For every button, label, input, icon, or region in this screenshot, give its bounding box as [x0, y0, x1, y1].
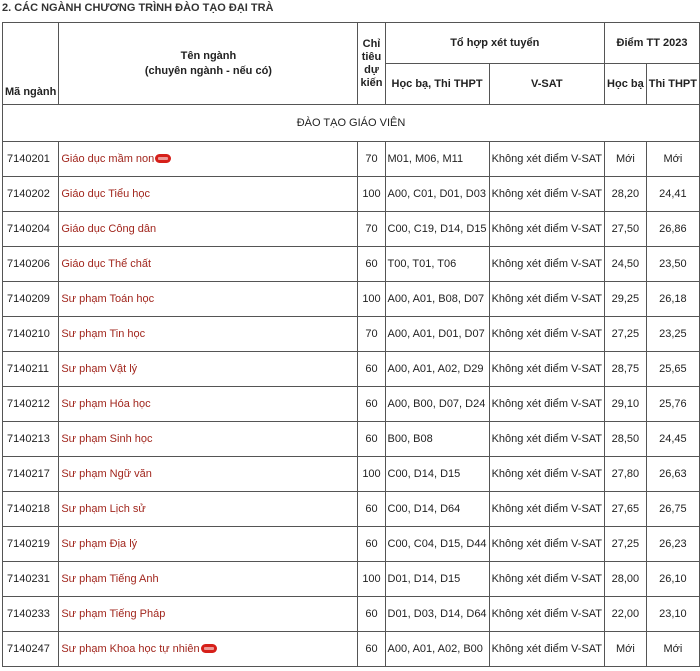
score-thpt-cell: [646, 212, 699, 247]
quota-cell: [358, 387, 385, 422]
score-thpt-cell-text: 26,10: [659, 573, 687, 585]
table-row: [3, 247, 700, 282]
program-code-text: 7140209: [7, 293, 50, 305]
score-hocba-cell: [605, 317, 647, 352]
combo-hocba-cell-text: C00, C04, D15, D44: [387, 538, 487, 550]
score-thpt-cell-text: 23,50: [659, 258, 687, 270]
combo-hocba-cell-text: D01, D14, D15: [387, 573, 461, 585]
program-name-text: Sư phạm Địa lý: [61, 538, 138, 550]
combo-hocba-cell: [385, 632, 489, 667]
score-thpt-cell-text: 25,76: [659, 398, 687, 410]
quota-cell-text: 100: [362, 573, 381, 585]
program-name-text: Sư phạm Tin học: [61, 328, 146, 340]
program-code: [3, 282, 59, 317]
quota-cell: [358, 352, 385, 387]
program-code: [3, 632, 59, 667]
quota-cell-text: 70: [365, 223, 378, 235]
header-score-group: Điểm TT 2023: [605, 23, 700, 64]
score-hocba-cell: [605, 527, 647, 562]
combo-vsat-cell: [489, 527, 604, 562]
header-combo-vsat: V-SAT: [489, 64, 604, 105]
program-name-text: Sư phạm Tiếng Anh: [61, 573, 159, 585]
score-hocba-cell: [605, 562, 647, 597]
score-thpt-cell-text: 26,75: [659, 503, 687, 515]
program-code: [3, 247, 59, 282]
score-thpt-cell-text: 26,63: [659, 468, 687, 480]
score-thpt-cell: [646, 597, 699, 632]
new-badge-icon: [201, 644, 217, 653]
combo-hocba-cell-text: A00, B00, D07, D24: [387, 398, 486, 410]
score-thpt-cell-text: 24,41: [659, 188, 687, 200]
score-hocba-cell: [605, 142, 647, 177]
quota-cell: [358, 527, 385, 562]
quota-cell-text: 100: [362, 188, 381, 200]
quota-cell: [358, 317, 385, 352]
program-name-text: Sư phạm Hóa học: [61, 398, 151, 410]
score-thpt-cell: [646, 387, 699, 422]
combo-vsat-cell-text: Không xét điểm V-SAT: [491, 258, 603, 270]
program-name[interactable]: [59, 632, 358, 667]
program-code: [3, 422, 59, 457]
combo-vsat-cell: [489, 387, 604, 422]
combo-vsat-cell-text: Không xét điểm V-SAT: [491, 398, 603, 410]
combo-vsat-cell: [489, 562, 604, 597]
combo-hocba-cell-text: A00, A01, D01, D07: [387, 328, 485, 340]
program-code-text: 7140231: [7, 573, 50, 585]
combo-hocba-cell: [385, 352, 489, 387]
score-thpt-cell: [646, 457, 699, 492]
program-name[interactable]: [59, 387, 358, 422]
program-code: [3, 212, 59, 247]
score-hocba-cell: [605, 247, 647, 282]
program-name-text: Giáo dục Tiểu học: [61, 188, 151, 200]
quota-cell-text: 60: [365, 608, 378, 620]
header-code: Mã ngành: [3, 23, 59, 105]
header-combo-hocba: Học bạ, Thi THPT: [385, 64, 489, 105]
combo-hocba-cell: [385, 527, 489, 562]
header-combo-group: Tổ hợp xét tuyển: [385, 23, 605, 64]
combo-hocba-cell-text: T00, T01, T06: [387, 258, 457, 270]
quota-cell: [358, 632, 385, 667]
program-name-text: Sư phạm Vật lý: [61, 363, 138, 375]
combo-hocba-cell-text: C00, C19, D14, D15: [387, 223, 487, 235]
program-code: [3, 597, 59, 632]
combo-hocba-cell-text: B00, B08: [387, 433, 433, 445]
score-hocba-cell-text: 28,00: [611, 573, 640, 585]
combo-vsat-cell-text: Không xét điểm V-SAT: [491, 538, 603, 550]
quota-cell-text: 100: [362, 293, 381, 305]
quota-cell: [358, 177, 385, 212]
program-code: [3, 142, 59, 177]
combo-hocba-cell-text: A00, A01, A02, B00: [387, 643, 483, 655]
score-hocba-cell-text: 24,50: [611, 258, 640, 270]
quota-cell: [358, 142, 385, 177]
combo-vsat-cell-text: Không xét điểm V-SAT: [491, 573, 603, 585]
program-name[interactable]: [59, 247, 358, 282]
combo-hocba-cell-text: C00, D14, D64: [387, 503, 461, 515]
score-thpt-cell: [646, 142, 699, 177]
score-hocba-cell-text: 27,25: [611, 538, 640, 550]
program-name[interactable]: [59, 457, 358, 492]
program-code-text: 7140202: [7, 188, 50, 200]
score-hocba-cell-text: Mới: [615, 153, 635, 165]
table-row: [3, 177, 700, 212]
combo-vsat-cell-text: Không xét điểm V-SAT: [491, 433, 603, 445]
score-hocba-cell: [605, 492, 647, 527]
combo-vsat-cell: [489, 142, 604, 177]
combo-hocba-cell: [385, 212, 489, 247]
score-thpt-cell: [646, 527, 699, 562]
quota-cell-text: 60: [365, 538, 378, 550]
program-name[interactable]: [59, 422, 358, 457]
score-hocba-cell: [605, 422, 647, 457]
combo-vsat-cell: [489, 247, 604, 282]
quota-cell: [358, 282, 385, 317]
quota-cell-text: 60: [365, 503, 378, 515]
table-row: [3, 457, 700, 492]
program-code-text: 7140211: [7, 363, 50, 375]
program-code-text: 7140217: [7, 468, 50, 480]
table-row: [3, 387, 700, 422]
program-code: [3, 317, 59, 352]
combo-hocba-cell: [385, 247, 489, 282]
combo-vsat-cell-text: Không xét điểm V-SAT: [491, 643, 603, 655]
score-thpt-cell-text: 23,25: [659, 328, 687, 340]
combo-hocba-cell-text: A00, C01, D01, D03: [387, 188, 486, 200]
combo-vsat-cell: [489, 457, 604, 492]
program-name[interactable]: [59, 527, 358, 562]
score-thpt-cell-text: Mới: [663, 643, 683, 655]
score-hocba-cell: [605, 282, 647, 317]
program-name[interactable]: [59, 282, 358, 317]
program-code-text: 7140206: [7, 258, 50, 270]
combo-hocba-cell: [385, 177, 489, 212]
combo-hocba-cell: [385, 422, 489, 457]
score-thpt-cell: [646, 352, 699, 387]
score-hocba-cell: [605, 212, 647, 247]
table-row: [3, 422, 700, 457]
combo-hocba-cell-text: C00, D14, D15: [387, 468, 461, 480]
combo-vsat-cell-text: Không xét điểm V-SAT: [491, 608, 603, 620]
quota-cell-text: 100: [362, 468, 381, 480]
quota-cell: [358, 597, 385, 632]
program-code-text: 7140233: [7, 608, 50, 620]
program-code: [3, 177, 59, 212]
group-row: [3, 105, 700, 142]
program-name-text: Giáo dục Công dân: [61, 223, 157, 235]
score-hocba-cell-text: 29,25: [611, 293, 640, 305]
program-name[interactable]: [59, 212, 358, 247]
quota-cell-text: 60: [365, 258, 378, 270]
program-name[interactable]: [59, 142, 358, 177]
combo-hocba-cell: [385, 492, 489, 527]
combo-hocba-cell: [385, 142, 489, 177]
score-thpt-cell: [646, 632, 699, 667]
score-hocba-cell-text: 28,50: [611, 433, 640, 445]
score-hocba-cell-text: 22,00: [611, 608, 640, 620]
program-code-text: 7140213: [7, 433, 50, 445]
program-name[interactable]: [59, 492, 358, 527]
score-thpt-cell: [646, 562, 699, 597]
header-score-thpt: Thi THPT: [646, 64, 699, 105]
table-row: [3, 282, 700, 317]
score-thpt-cell: [646, 282, 699, 317]
admission-table: [2, 22, 700, 667]
quota-cell-text: 70: [365, 328, 378, 340]
score-hocba-cell: [605, 597, 647, 632]
score-hocba-cell-text: Mới: [615, 643, 635, 655]
combo-vsat-cell-text: Không xét điểm V-SAT: [491, 468, 603, 480]
table-row: [3, 597, 700, 632]
score-thpt-cell: [646, 247, 699, 282]
header-name: Tên ngành (chuyên ngành - nếu có): [59, 23, 358, 105]
quota-cell: [358, 422, 385, 457]
combo-vsat-cell-text: Không xét điểm V-SAT: [491, 188, 603, 200]
combo-hocba-cell-text: A00, A01, B08, D07: [387, 293, 485, 305]
program-name-text: Giáo dục Thể chất: [61, 258, 152, 270]
quota-cell: [358, 212, 385, 247]
program-code: [3, 492, 59, 527]
program-name[interactable]: [59, 562, 358, 597]
combo-vsat-cell-text: Không xét điểm V-SAT: [491, 293, 603, 305]
program-name[interactable]: [59, 317, 358, 352]
quota-cell-text: 60: [365, 433, 378, 445]
section-title: 2. CÁC NGÀNH CHƯƠNG TRÌNH ĐÀO TẠO ĐẠI TRÀ: [2, 2, 274, 14]
header-quota: Chỉ tiêu dự kiến: [358, 23, 385, 105]
combo-hocba-cell-text: M01, M06, M11: [387, 153, 464, 165]
score-thpt-cell-text: Mới: [663, 153, 683, 165]
score-thpt-cell: [646, 317, 699, 352]
score-thpt-cell: [646, 492, 699, 527]
combo-vsat-cell: [489, 492, 604, 527]
quota-cell-text: 60: [365, 643, 378, 655]
table-row: [3, 492, 700, 527]
program-name[interactable]: [59, 352, 358, 387]
combo-vsat-cell: [489, 422, 604, 457]
combo-hocba-cell-text: A00, A01, A02, D29: [387, 363, 484, 375]
program-code-text: 7140247: [7, 643, 50, 655]
score-hocba-cell: [605, 457, 647, 492]
combo-vsat-cell: [489, 282, 604, 317]
program-code-text: 7140219: [7, 538, 50, 550]
combo-vsat-cell: [489, 212, 604, 247]
program-name[interactable]: [59, 597, 358, 632]
table-row: [3, 352, 700, 387]
program-name-text: Sư phạm Khoa học tự nhiên: [61, 643, 200, 655]
header-score-hocba: Học bạ: [605, 64, 647, 105]
combo-vsat-cell-text: Không xét điểm V-SAT: [491, 223, 603, 235]
program-name-text: Sư phạm Lịch sử: [61, 503, 146, 515]
score-hocba-cell: [605, 177, 647, 212]
combo-vsat-cell: [489, 597, 604, 632]
score-thpt-cell-text: 26,18: [659, 293, 687, 305]
program-code: [3, 352, 59, 387]
combo-hocba-cell-text: D01, D03, D14, D64: [387, 608, 487, 620]
combo-hocba-cell: [385, 282, 489, 317]
table-row: [3, 527, 700, 562]
combo-hocba-cell: [385, 457, 489, 492]
score-hocba-cell-text: 27,25: [611, 328, 640, 340]
score-thpt-cell-text: 26,23: [659, 538, 687, 550]
score-thpt-cell-text: 26,86: [659, 223, 687, 235]
score-hocba-cell-text: 28,75: [611, 363, 640, 375]
program-name-text: Sư phạm Tiếng Pháp: [61, 608, 166, 620]
score-thpt-cell-text: 24,45: [659, 433, 687, 445]
program-code: [3, 527, 59, 562]
new-badge-icon: [155, 154, 171, 163]
combo-vsat-cell: [489, 177, 604, 212]
score-hocba-cell: [605, 632, 647, 667]
table-row: [3, 632, 700, 667]
combo-vsat-cell: [489, 632, 604, 667]
score-thpt-cell-text: 23,10: [659, 608, 687, 620]
quota-cell-text: 60: [365, 398, 378, 410]
quota-cell: [358, 457, 385, 492]
combo-hocba-cell: [385, 317, 489, 352]
program-code: [3, 457, 59, 492]
score-hocba-cell: [605, 387, 647, 422]
score-hocba-cell-text: 27,50: [611, 223, 640, 235]
score-thpt-cell: [646, 422, 699, 457]
combo-hocba-cell: [385, 562, 489, 597]
quota-cell: [358, 492, 385, 527]
program-name-text: Sư phạm Sinh học: [61, 433, 153, 445]
quota-cell-text: 60: [365, 363, 378, 375]
program-code-text: 7140218: [7, 503, 50, 515]
program-code-text: 7140210: [7, 328, 50, 340]
program-code-text: 7140201: [7, 153, 50, 165]
combo-vsat-cell-text: Không xét điểm V-SAT: [491, 503, 603, 515]
combo-vsat-cell: [489, 352, 604, 387]
score-thpt-cell: [646, 177, 699, 212]
program-name-text: Sư phạm Toán học: [61, 293, 155, 305]
score-hocba-cell-text: 27,80: [611, 468, 640, 480]
program-name-text: Sư phạm Ngữ văn: [61, 468, 152, 480]
score-hocba-cell-text: 29,10: [611, 398, 640, 410]
quota-cell: [358, 562, 385, 597]
score-hocba-cell: [605, 352, 647, 387]
table-row: [3, 212, 700, 247]
table-row: [3, 317, 700, 352]
program-code-text: 7140212: [7, 398, 50, 410]
program-name[interactable]: [59, 177, 358, 212]
program-name-text: Giáo dục mầm non: [61, 153, 155, 165]
score-hocba-cell-text: 27,65: [611, 503, 640, 515]
combo-vsat-cell-text: Không xét điểm V-SAT: [491, 328, 603, 340]
table-row: [3, 142, 700, 177]
combo-hocba-cell: [385, 387, 489, 422]
program-code: [3, 387, 59, 422]
combo-vsat-cell-text: Không xét điểm V-SAT: [491, 363, 603, 375]
combo-hocba-cell: [385, 597, 489, 632]
program-code: [3, 562, 59, 597]
score-hocba-cell-text: 28,20: [611, 188, 640, 200]
quota-cell-text: 70: [365, 153, 378, 165]
combo-vsat-cell-text: Không xét điểm V-SAT: [491, 153, 603, 165]
program-code-text: 7140204: [7, 223, 50, 235]
quota-cell: [358, 247, 385, 282]
score-thpt-cell-text: 25,65: [659, 363, 687, 375]
combo-vsat-cell: [489, 317, 604, 352]
table-row: [3, 562, 700, 597]
group-label: ĐÀO TẠO GIÁO VIÊN: [3, 105, 700, 142]
